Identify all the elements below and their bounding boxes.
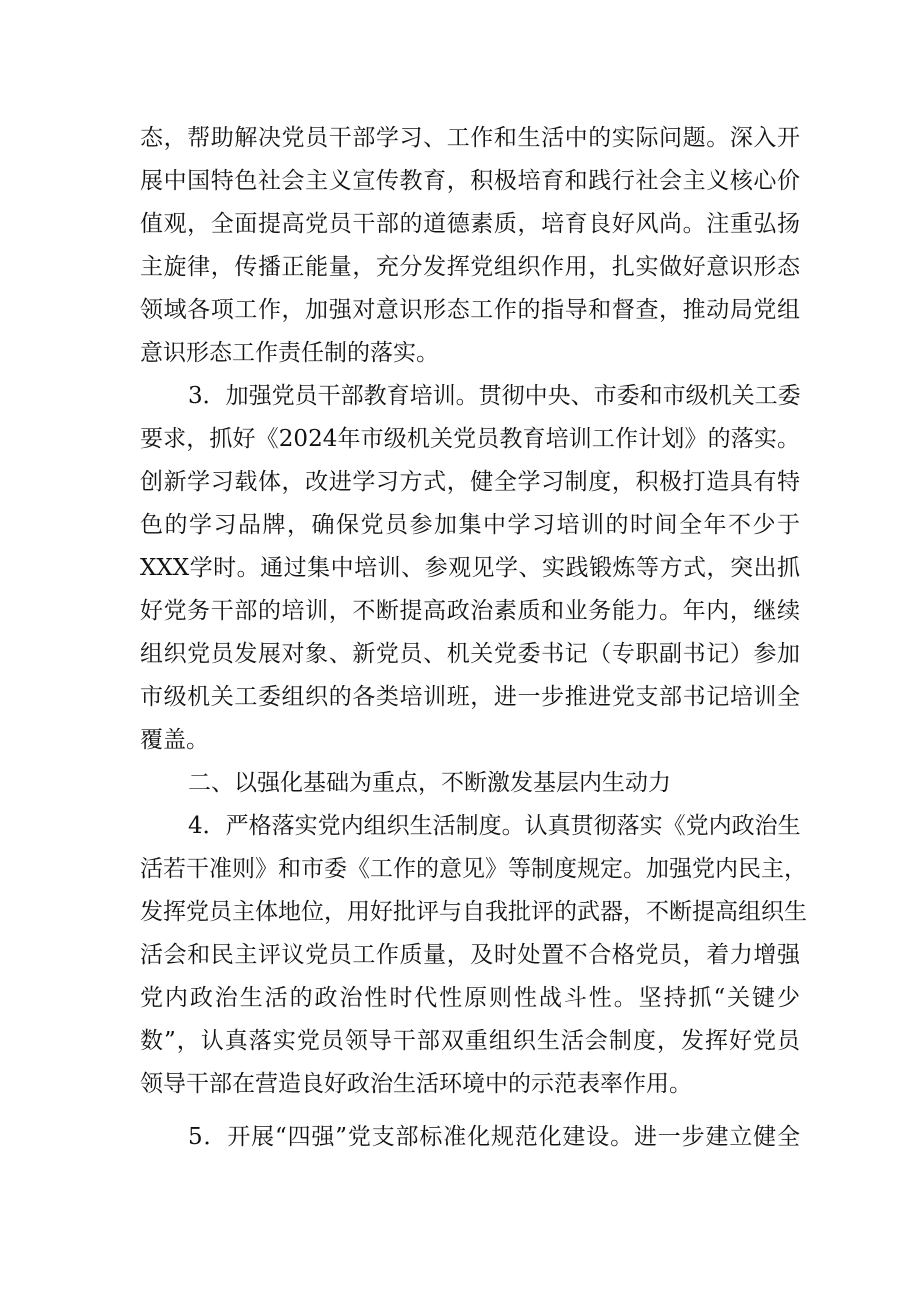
paragraph-line: 市级机关工委组织的各类培训班，进一步推进党支部书记培训全 (140, 684, 800, 710)
paragraph-line: 覆盖。 (140, 727, 209, 753)
paragraph-line: 好党务干部的培训，不断提高政治素质和业务能力。年内，继续 (140, 598, 800, 624)
paragraph-line: 值观，全面提高党员干部的道德素质，培育良好风尚。注重弘扬 (140, 211, 800, 237)
paragraph-line: 组织党员发展对象、新党员、机关党委书记（专职副书记）参加 (140, 641, 800, 667)
paragraph-line: 活若干准则》和市委《工作的意见》等制度规定。加强党内民主， (140, 856, 807, 882)
section-heading: 二、以强化基础为重点，不断激发基层内生动力 (188, 770, 671, 796)
paragraph-line: 意识形态工作责任制的落实。 (140, 340, 439, 366)
paragraph-line: 态，帮助解决党员干部学习、工作和生活中的实际问题。深入开 (140, 125, 800, 151)
item-4-heading-line: 4．严格落实党内组织生活制度。认真贯彻落实《党内政治生 (188, 813, 801, 839)
paragraph-line: 展中国特色社会主义宣传教育，积极培育和践行社会主义核心价 (140, 168, 800, 194)
paragraph-line: 发挥党员主体地位，用好批评与自我批评的武器，不断提高组织生 (140, 899, 807, 925)
paragraph-line: 主旋律，传播正能量，充分发挥党组织作用，扎实做好意识形态 (140, 254, 800, 280)
paragraph-line: 色的学习品牌，确保党员参加集中学习培训的时间全年不少于 (140, 512, 800, 538)
paragraph-line: 数”，认真落实党员领导干部双重组织生活会制度，发挥好党员 (140, 1028, 800, 1054)
paragraph-line: 活会和民主评议党员工作质量，及时处置不合格党员，着力增强 (140, 942, 800, 968)
paragraph-line: 创新学习载体，改进学习方式，健全学习制度，积极打造具有特 (140, 469, 800, 495)
paragraph-line: 领域各项工作，加强对意识形态工作的指导和督查，推动局党组 (140, 297, 800, 323)
paragraph-line: 要求，抓好《2024年市级机关党员教育培训工作计划》的落实。 (140, 426, 800, 452)
item-5-heading-line: 5．开展“四强”党支部标准化规范化建设。进一步建立健全 (188, 1124, 800, 1150)
paragraph-line: XXX学时。通过集中培训、参观见学、实践锻炼等方式，突出抓 (140, 555, 800, 581)
paragraph-line: 党内政治生活的政治性时代性原则性战斗性。坚持抓“关键少 (140, 985, 800, 1011)
paragraph-line: 领导干部在营造良好政治生活环境中的示范表率作用。 (140, 1071, 692, 1097)
item-3-heading-line: 3．加强党员干部教育培训。贯彻中央、市委和市级机关工委 (188, 383, 801, 409)
